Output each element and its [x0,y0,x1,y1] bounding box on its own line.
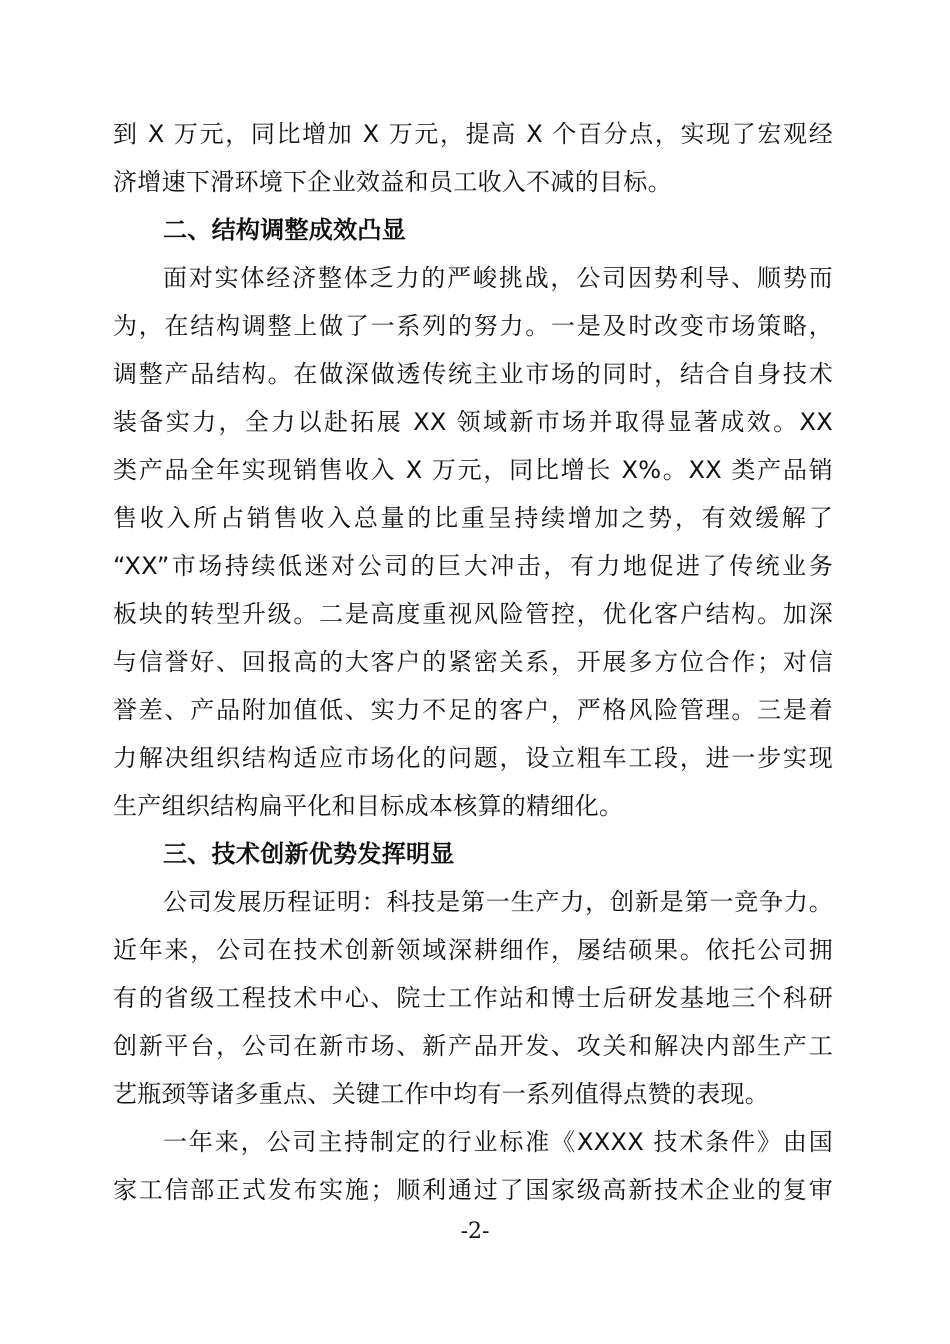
body-text-line: 板块的转型升级。二是高度重视风险管控，优化客户结构。加深 [113,600,833,628]
body-text-line: 与信誉好、回报高的大客户的紧密关系，开展多方位合作；对信 [113,648,833,676]
body-text-line: “XX”市场持续低迷对公司的巨大冲击，有力地促进了传统业务 [113,552,833,580]
page-number: -2- [460,1219,490,1244]
section-heading: 二、结构调整成效凸显 [163,216,406,244]
section-heading: 三、技术创新优势发挥明显 [163,840,455,868]
body-text-line: 生产组织结构扁平化和目标成本核算的精细化。 [113,792,624,820]
body-text-line: 公司发展历程证明：科技是第一生产力，创新是第一竞争力。 [163,888,833,916]
body-text-line: 调整产品结构。在做深做透传统主业市场的同时，结合自身技术 [113,360,833,388]
body-text-line: 装备实力，全力以赴拓展 XX 领域新市场并取得显著成效。XX [113,408,833,436]
body-text-line: 近年来，公司在技术创新领域深耕细作，屡结硕果。依托公司拥 [113,936,833,964]
body-text-line: 家工信部正式发布实施；顺利通过了国家级高新技术企业的复审 [113,1176,833,1204]
body-text-line: 面对实体经济整体乏力的严峻挑战，公司因势利导、顺势而 [163,264,833,292]
body-text-line: 创新平台，公司在新市场、新产品开发、攻关和解决内部生产工 [113,1032,833,1060]
body-text-line: 誉差、产品附加值低、实力不足的客户，严格风险管理。三是着 [113,696,833,724]
body-text-line: 艺瓶颈等诸多重点、关键工作中均有一系列值得点赞的表现。 [113,1080,770,1108]
body-text-line: 售收入所占销售收入总量的比重呈持续增加之势，有效缓解了 [113,504,833,532]
body-text-line: 为，在结构调整上做了一系列的努力。一是及时改变市场策略， [113,312,833,340]
body-text-line: 到 X 万元，同比增加 X 万元，提高 X 个百分点，实现了宏观经 [113,120,833,148]
body-text-line: 有的省级工程技术中心、院士工作站和博士后研发基地三个科研 [113,984,833,1012]
body-text-line: 力解决组织结构适应市场化的问题，设立粗车工段，进一步实现 [113,744,833,772]
body-text-line: 济增速下滑环境下企业效益和员工收入不减的目标。 [113,168,672,196]
body-text-line: 类产品全年实现销售收入 X 万元，同比增长 X%。XX 类产品销 [113,456,833,484]
body-text-line: 一年来，公司主持制定的行业标准《XXXX 技术条件》由国 [163,1128,833,1156]
